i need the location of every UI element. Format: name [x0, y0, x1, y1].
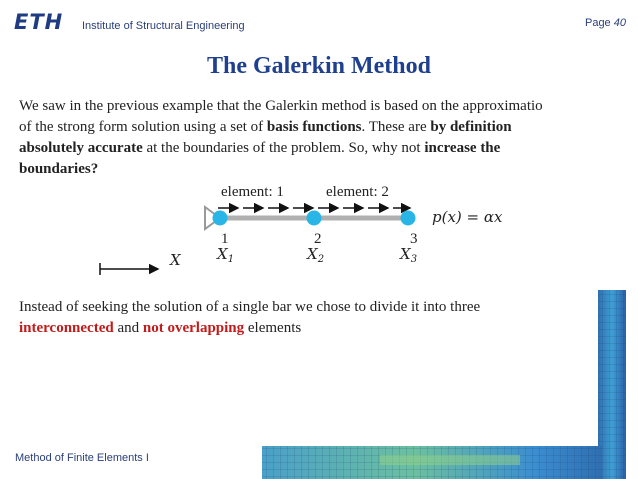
by-definition-emphasis: by definition: [430, 119, 512, 135]
slide-title: The Galerkin Method: [206, 53, 431, 79]
axis-label: X: [170, 251, 181, 269]
bar-element-diagram: [0, 170, 638, 280]
node-1: [213, 211, 228, 226]
basis-functions-emphasis: basis functions: [266, 119, 362, 135]
fem-column-mesh: [598, 290, 626, 479]
intro-text: at the boundaries of the problem. So, why not: [142, 140, 425, 156]
element-2-label: element: 2: [326, 184, 389, 200]
increase-emphasis: increase the: [424, 140, 501, 156]
intro-text: of the strong form solution using a set of: [19, 119, 267, 135]
node-2: [307, 211, 322, 226]
elements-text: and: [113, 320, 143, 336]
element-1-label: element: 1: [221, 184, 284, 200]
institute-name: Institute of Structural Engineering: [82, 20, 245, 32]
load-equation: p(x) = αx: [432, 208, 503, 226]
fem-stress-band: [380, 455, 520, 465]
boundaries-emphasis: boundaries?: [19, 161, 99, 177]
page-number-value: 40: [613, 17, 626, 29]
node-number-2: 2: [314, 231, 322, 247]
node-3: [401, 211, 416, 226]
elements-paragraph: [19, 297, 480, 339]
eth-logo: ETH: [14, 10, 64, 34]
elements-line-1: Instead of seeking the solution of a single bar we chose to divide it into three: [19, 299, 481, 315]
absolutely-accurate-emphasis: absolutely accurate: [19, 140, 143, 156]
node-coord-2: $X_2$: [307, 245, 325, 265]
elements-text: elements: [244, 320, 302, 336]
interconnected-emphasis: interconnected: [19, 320, 114, 336]
not-overlapping-emphasis: not overlapping: [142, 320, 245, 336]
page-label: Page: [584, 17, 611, 29]
intro-text: . These are: [361, 119, 431, 135]
node-number-1: 1: [221, 231, 229, 247]
elements-line-2: [19, 318, 480, 339]
node-coord-3: $X_3$: [400, 245, 418, 265]
footer-course-title: Method of Finite Elements I: [15, 452, 149, 464]
intro-line-1: We saw in the previous example that the Galerkin method is based on the approximatio: [19, 98, 543, 114]
node-coord-1: $X_1$: [217, 245, 235, 265]
node-number-3: 3: [410, 231, 418, 247]
